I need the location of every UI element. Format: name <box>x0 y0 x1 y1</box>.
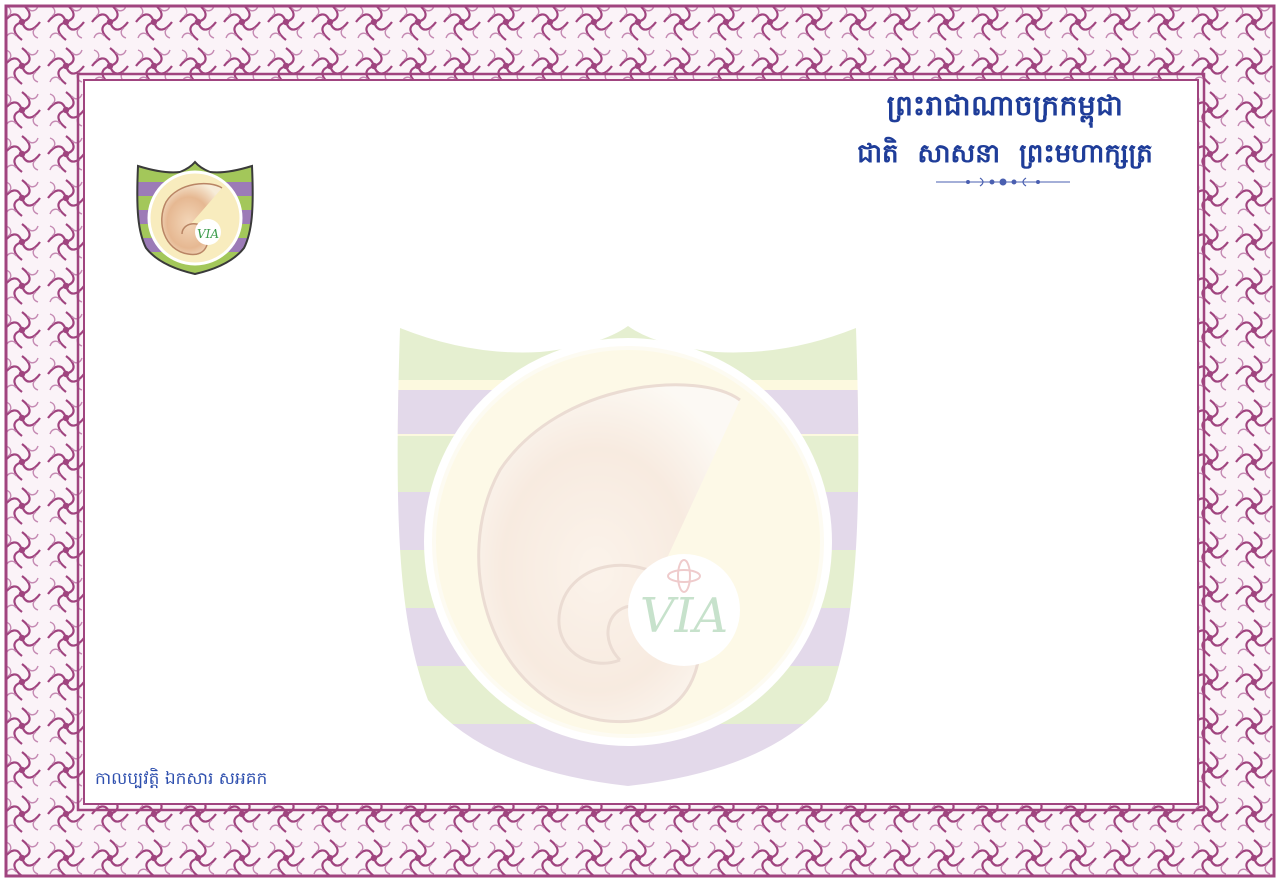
motto-kingdom: ព្រះរាជាណាចក្រកម្ពុជា <box>886 89 1124 122</box>
motto-nation-religion-king: ជាតិ សាសនា ព្រះមហាក្សត្រ <box>857 139 1153 169</box>
svg-text:VIA: VIA <box>196 227 220 241</box>
watermark-emblem <box>390 320 870 794</box>
footer-note: កាលប្បវត្តិ ឯកសារ សអគក <box>95 769 268 789</box>
svg-text:VIA: VIA <box>639 588 729 644</box>
